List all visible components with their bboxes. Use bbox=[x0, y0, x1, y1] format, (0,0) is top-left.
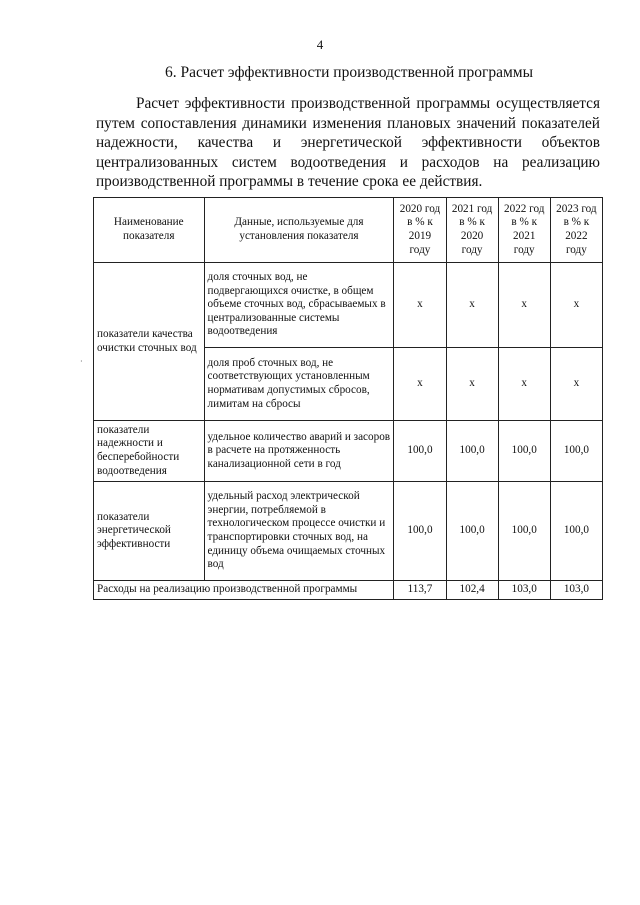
header-data: Данные, используемые для установления показателя bbox=[204, 198, 394, 263]
value-cell: х bbox=[394, 263, 446, 348]
efficiency-table bbox=[93, 197, 603, 600]
header-year: 2020 год в % к 2019 году bbox=[394, 198, 446, 263]
value-cell: 100,0 bbox=[446, 421, 498, 482]
header-year: 2022 год в % к 2021 году bbox=[498, 198, 550, 263]
table-row bbox=[94, 421, 603, 482]
value-cell: х bbox=[394, 348, 446, 421]
section-title: 6. Расчет эффективности производственной программы bbox=[165, 64, 533, 81]
header-year: 2023 год в % к 2022 году bbox=[550, 198, 602, 263]
value-cell: 100,0 bbox=[394, 482, 446, 581]
value-cell: х bbox=[498, 263, 550, 348]
page-number: 4 bbox=[316, 37, 324, 52]
table-header-row bbox=[94, 198, 603, 263]
value-cell: 100,0 bbox=[498, 421, 550, 482]
value-cell: х bbox=[550, 263, 602, 348]
header-year: 2021 год в % к 2020 году bbox=[446, 198, 498, 263]
total-label: Расходы на реализацию производственной программы bbox=[94, 581, 394, 600]
value-cell: 100,0 bbox=[498, 482, 550, 581]
value-cell: х bbox=[446, 263, 498, 348]
indicator-data: доля сточных вод, не подвергающихся очистке, в общем объеме сточных вод, сбрасываемых в централизованные системы водоотведения bbox=[204, 263, 394, 348]
table-row bbox=[94, 482, 603, 581]
value-cell: 100,0 bbox=[550, 421, 602, 482]
total-value: 103,0 bbox=[550, 581, 602, 600]
indicator-data: доля проб сточных вод, не соответствующих установленным нормативам допустимых сбросов, лимитам на сбросы bbox=[204, 348, 394, 421]
header-name: Наименование показателя bbox=[94, 198, 205, 263]
total-value: 113,7 bbox=[394, 581, 446, 600]
value-cell: 100,0 bbox=[446, 482, 498, 581]
table-total-row bbox=[94, 581, 603, 600]
total-value: 102,4 bbox=[446, 581, 498, 600]
indicator-name: показатели качества очистки сточных вод bbox=[94, 263, 205, 421]
indicator-name: показатели энергетической эффективности bbox=[94, 482, 205, 581]
indicator-data: удельный расход электрической энергии, потребляемой в технологическом процессе очистки и транспортировки сточных вод, на единицу объема очищаемых сточных вод bbox=[204, 482, 394, 581]
value-cell: х bbox=[498, 348, 550, 421]
indicator-name: показатели надежности и бесперебойности водоотведения bbox=[94, 421, 205, 482]
table-row bbox=[94, 263, 603, 348]
value-cell: х bbox=[446, 348, 498, 421]
intro-paragraph: Расчет эффективности производственной программы осуществляется путем сопоставления динамики изменения плановых значений показателей надежности, качества и энергетической эффективности объектов централизованных систем водоотведения и расходов на реализацию производственной программы в течение срока ее действия. bbox=[96, 95, 600, 191]
scan-mark: · bbox=[80, 357, 83, 366]
value-cell: х bbox=[550, 348, 602, 421]
value-cell: 100,0 bbox=[550, 482, 602, 581]
value-cell: 100,0 bbox=[394, 421, 446, 482]
total-value: 103,0 bbox=[498, 581, 550, 600]
indicator-data: удельное количество аварий и засоров в расчете на протяженность канализационной сети в год bbox=[204, 421, 394, 482]
